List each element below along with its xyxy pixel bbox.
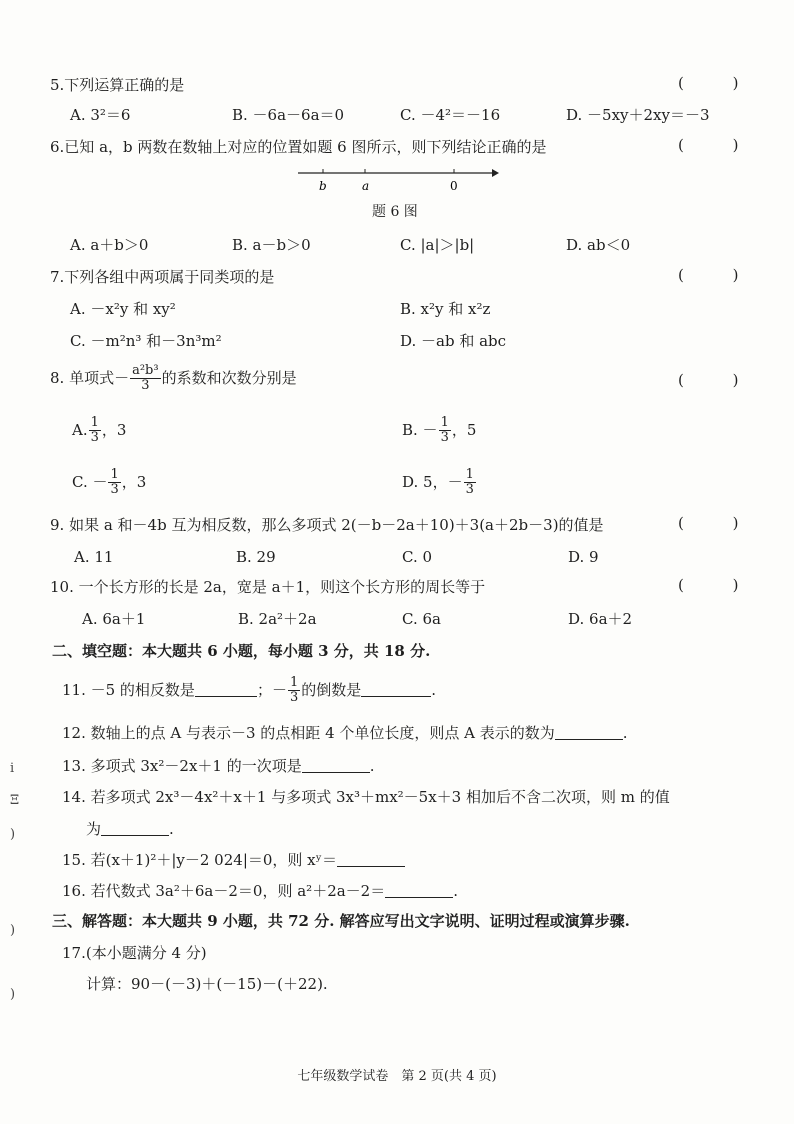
q9-option-a: A. 11 <box>74 548 114 566</box>
q14-end: . <box>169 820 174 838</box>
q8-stem-prefix: 8. 单项式－ <box>50 368 130 387</box>
q12-text: 12. 数轴上的点 A 与表示－3 的点相距 4 个单位长度，则点 A 表示的数为 <box>62 724 555 742</box>
q16-end: . <box>453 882 459 900</box>
q14-blank[interactable] <box>101 821 169 836</box>
q15-text: 15. 若(x＋1)²＋|y－2 024|＝0，则 xʸ＝ <box>62 851 337 869</box>
q9-option-c: C. 0 <box>402 548 433 566</box>
q8-option-c-prefix: C. － <box>72 472 108 491</box>
q8-fraction-denominator: 3 <box>141 378 150 394</box>
q17-body: 计算：90－(－3)＋(－15)－(＋22). <box>86 975 328 993</box>
q10-option-c: C. 6a <box>402 610 441 628</box>
q8-option-b-fraction <box>439 416 451 446</box>
q7-option-d: D. －ab 和 abc <box>400 332 507 350</box>
fraction-numerator: 1 <box>110 467 119 482</box>
q8-monomial-fraction <box>130 364 161 394</box>
q8-option-c-fraction <box>108 468 120 498</box>
q8-fraction-numerator: a²b³ <box>132 363 159 378</box>
q8-option-b-prefix: B. － <box>402 420 438 439</box>
fraction-numerator: 1 <box>465 467 474 482</box>
q8-answer-paren: ( ) <box>678 371 761 389</box>
q9-option-b: B. 29 <box>236 548 276 566</box>
q5-answer-paren: ( ) <box>678 74 761 92</box>
q8-stem <box>50 364 297 394</box>
q5-option-d: D. －5xy＋2xy＝－3 <box>566 106 710 124</box>
q13 <box>62 758 375 774</box>
q12-end: . <box>622 724 628 742</box>
q11-part3: 的倒数是 <box>301 680 362 699</box>
q6-option-d: D. ab＜0 <box>566 236 631 254</box>
fraction-numerator: 1 <box>289 675 299 690</box>
q13-text: 13. 多项式 3x²－2x＋1 的一次项是 <box>62 757 302 775</box>
q6-option-c: C. |a|＞|b| <box>400 236 475 254</box>
q8-option-a-prefix: A. <box>72 420 88 439</box>
q10-option-d: D. 6a＋2 <box>568 610 633 628</box>
margin-mark-2: Ξ <box>10 793 20 808</box>
q16-text: 16. 若代数式 3a²＋6a－2＝0，则 a²＋2a－2＝ <box>62 882 386 900</box>
q8-option-d <box>402 468 477 498</box>
q14-line2-text: 为 <box>86 820 102 838</box>
fraction-denominator: 3 <box>90 430 99 446</box>
q6-option-b: B. a－b＞0 <box>232 236 311 254</box>
q14-line2 <box>86 821 174 837</box>
q8-option-a-suffix: ，3 <box>101 420 127 439</box>
q9-answer-paren: ( ) <box>678 514 761 532</box>
q17-title: 17.(本小题满分 4 分) <box>62 944 207 962</box>
q8-option-b <box>402 416 476 446</box>
q5-stem: 5.下列运算正确的是 <box>50 76 185 94</box>
q8-option-d-prefix: D. 5，－ <box>402 472 463 491</box>
axis-label-b: b <box>319 179 327 193</box>
q10-answer-paren: ( ) <box>678 576 761 594</box>
fraction-denominator: 3 <box>110 482 119 498</box>
q7-stem: 7.下列各组中两项属于同类项的是 <box>50 268 275 286</box>
margin-mark-3: ) <box>10 827 16 842</box>
q11 <box>62 676 436 706</box>
q7-answer-paren: ( ) <box>678 266 761 284</box>
margin-mark-4: ) <box>10 923 16 938</box>
page-footer: 七年级数学试卷 第 2 页(共 4 页) <box>297 1069 497 1084</box>
margin-mark-1: i <box>10 761 15 776</box>
q10-option-a: A. 6a＋1 <box>82 610 146 628</box>
q6-stem: 6.已知 a，b 两数在数轴上对应的位置如题 6 图所示，则下列结论正确的是 <box>50 138 547 156</box>
q6-answer-paren: ( ) <box>678 136 761 154</box>
q11-blank-1[interactable] <box>195 682 257 697</box>
q5-option-b: B. －6a－6a＝0 <box>232 106 345 124</box>
q12-blank[interactable] <box>555 725 623 740</box>
q15 <box>62 852 405 868</box>
q12 <box>62 725 628 741</box>
q16-blank[interactable] <box>385 883 453 898</box>
q8-option-a-fraction <box>89 416 101 446</box>
q6-option-a: A. a＋b＞0 <box>70 236 149 254</box>
q6-figure-caption: 题 6 图 <box>372 204 418 220</box>
fraction-denominator: 3 <box>465 482 474 498</box>
q7-option-a: A. －x²y 和 xy² <box>70 300 176 318</box>
q11-fraction <box>288 676 300 706</box>
section2-heading: 二、填空题：本大题共 6 小题，每小题 3 分，共 18 分. <box>52 642 431 660</box>
q10-stem: 10. 一个长方形的长是 2a，宽是 a＋1，则这个长方形的周长等于 <box>50 578 486 596</box>
q11-end: . <box>431 680 437 699</box>
margin-mark-5: ) <box>10 987 16 1002</box>
q6-number-line <box>296 164 500 194</box>
q8-option-c-suffix: ，3 <box>121 472 147 491</box>
q11-part2: ；－ <box>256 680 287 699</box>
axis-label-zero: 0 <box>450 179 458 193</box>
q10-option-b: B. 2a²＋2a <box>238 610 317 628</box>
fraction-numerator: 1 <box>90 415 99 430</box>
q5-option-a: A. 3²＝6 <box>70 106 131 124</box>
q13-blank[interactable] <box>302 758 370 773</box>
q16 <box>62 883 458 899</box>
q8-option-d-fraction <box>464 468 476 498</box>
q8-option-a <box>72 416 126 446</box>
q7-option-c: C. －m²n³ 和－3n³m² <box>70 332 222 350</box>
section3-heading: 三、解答题：本大题共 9 小题，共 72 分. 解答应写出文字说明、证明过程或演算步骤. <box>52 912 630 930</box>
q14-line1: 14. 若多项式 2x³－4x²＋x＋1 与多项式 3x³＋mx²－5x＋3 相加后不含二次项，则 m 的值 <box>62 788 670 806</box>
q8-option-b-suffix: ，5 <box>451 420 477 439</box>
fraction-denominator: 3 <box>289 690 299 706</box>
q9-stem: 9. 如果 a 和－4b 互为相反数，那么多项式 2(－b－2a＋10)＋3(a＋2b－3)的值是 <box>50 516 604 534</box>
q9-option-d: D. 9 <box>568 548 599 566</box>
q11-part1: 11. －5 的相反数是 <box>62 680 195 699</box>
q8-option-c <box>72 468 146 498</box>
q7-option-b: B. x²y 和 x²z <box>400 300 491 318</box>
axis-label-a: a <box>362 179 370 193</box>
q5-option-c: C. －4²＝－16 <box>400 106 501 124</box>
fraction-numerator: 1 <box>440 415 449 430</box>
q15-blank[interactable] <box>337 852 405 867</box>
q13-end: . <box>369 757 375 775</box>
fraction-denominator: 3 <box>440 430 449 446</box>
q11-blank-2[interactable] <box>361 682 431 697</box>
number-line-arrow-icon <box>492 169 499 177</box>
q8-stem-suffix: 的系数和次数分别是 <box>161 368 297 387</box>
